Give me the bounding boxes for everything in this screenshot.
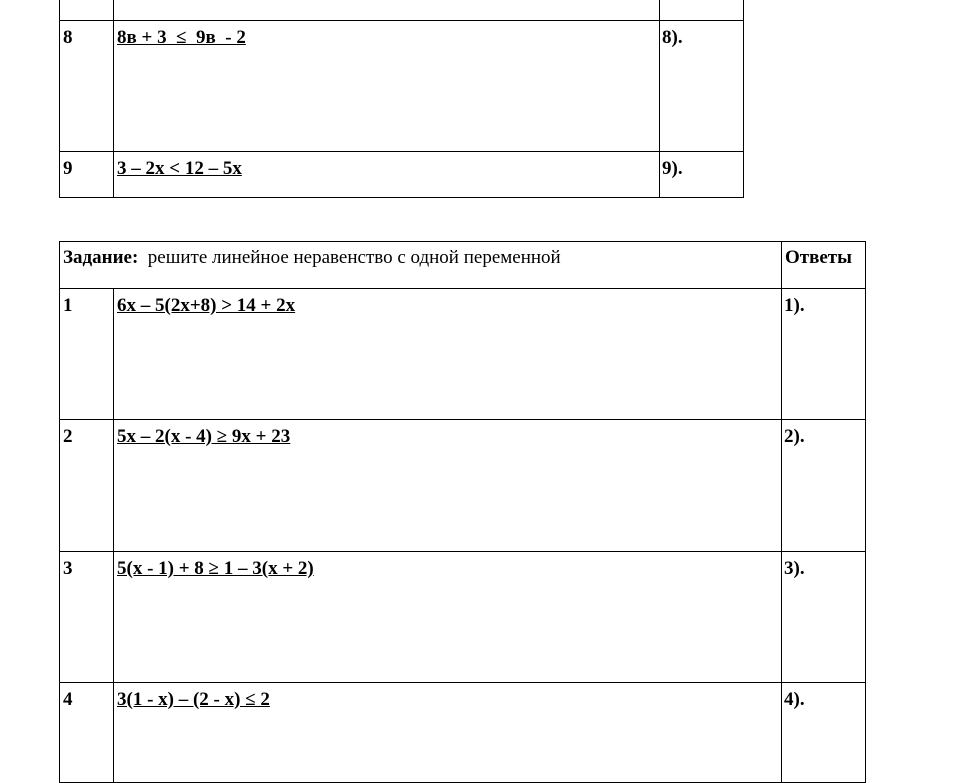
table-row [60, 683, 866, 783]
inequality-expression: 3(1 - х) – (2 - х) ≤ 2 [114, 683, 782, 783]
inequality-expression [114, 0, 660, 21]
answers-header: Ответы [782, 242, 866, 289]
row-number: 9 [60, 152, 114, 198]
row-number: 4 [60, 683, 114, 783]
row-number: 3 [60, 552, 114, 683]
inequality-expression: 6х – 5(2х+8) > 14 + 2х [114, 289, 782, 420]
table-header-row [60, 242, 866, 289]
inequality-expression: 5х – 2(х - 4) ≥ 9х + 23 [114, 420, 782, 552]
table-row [60, 289, 866, 420]
task-header [60, 242, 782, 289]
row-number: 8 [60, 21, 114, 152]
inequality-expression: 5(х - 1) + 8 ≥ 1 – 3(х + 2) [114, 552, 782, 683]
table-row [60, 420, 866, 552]
table-row [60, 21, 744, 152]
answer-cell: 9). [660, 152, 744, 198]
task-label: Задание: [63, 247, 139, 268]
answer-cell [660, 0, 744, 21]
answer-cell: 2). [782, 420, 866, 552]
answer-cell: 8). [660, 21, 744, 152]
row-number: 2 [60, 420, 114, 552]
answer-cell: 4). [782, 683, 866, 783]
row-number: 1 [60, 289, 114, 420]
row-number [60, 0, 114, 21]
inequality-expression: 3 – 2х < 12 – 5х [114, 152, 660, 198]
task-text: решите линейное неравенство с одной переменной [147, 247, 561, 268]
answer-cell: 1). [782, 289, 866, 420]
answer-cell: 3). [782, 552, 866, 683]
table-row [60, 552, 866, 683]
inequality-expression: 8в + 3 ≤ 9в - 2 [114, 21, 660, 152]
table-row [60, 0, 744, 21]
inequalities-table [59, 241, 866, 783]
inequalities-table-top [59, 0, 744, 198]
table-row [60, 152, 744, 198]
